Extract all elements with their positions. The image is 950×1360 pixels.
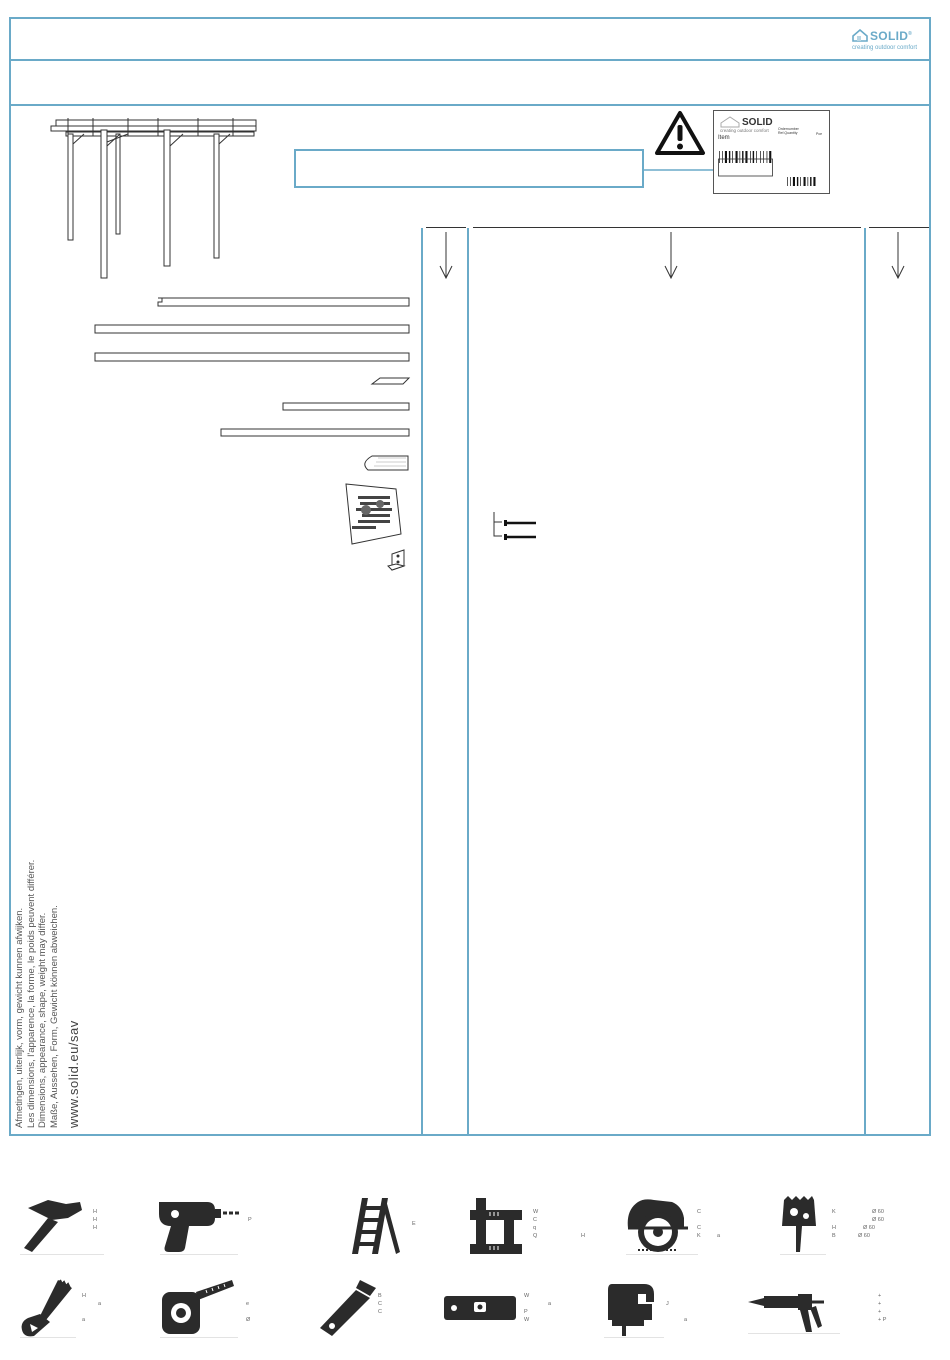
jigsaw-icon	[604, 1280, 658, 1338]
barcode-bar	[763, 151, 764, 163]
square-icon	[468, 1196, 524, 1256]
website-link[interactable]: www.solid.eu/sav	[66, 1020, 81, 1128]
drill-icon	[155, 1196, 241, 1256]
tool-underline	[160, 1254, 238, 1255]
barcode-bar	[750, 151, 751, 163]
ladder-icon	[348, 1196, 404, 1256]
barcode-bar	[767, 151, 768, 163]
barcode-bar	[736, 151, 738, 163]
barcode-icon	[718, 151, 778, 177]
circular-saw-icon	[624, 1196, 692, 1256]
disclaimer-line-fr: Les dimensions, l'apparence, la forme, le poids peuvent différer.	[25, 859, 37, 1128]
barcode-bar	[753, 151, 754, 163]
barcode-bar	[813, 177, 815, 186]
product-label-card	[713, 110, 830, 194]
tool-sizes-hole-saw: Ø 60 Ø 60 Ø 60 Ø 60	[858, 1209, 884, 1239]
label-order-line: Ordernumber	[778, 127, 799, 131]
part-beam-long	[95, 325, 409, 333]
column-divider-1	[421, 228, 423, 1136]
tool-text-spirit-level-extra: a	[548, 1301, 552, 1307]
barcode-bar	[725, 151, 727, 163]
column-header-line-1	[426, 227, 466, 228]
tool-text-cutter: B C C	[378, 1293, 382, 1315]
label-brand: SOLID	[742, 117, 773, 128]
tool-underline	[780, 1254, 826, 1255]
parts-list	[90, 294, 415, 584]
handsaw-icon	[18, 1278, 76, 1338]
tool-underline	[626, 1254, 698, 1255]
tool-text-handsaw-extra: a	[98, 1301, 102, 1307]
label-house-icon	[720, 116, 740, 128]
brand-logo	[852, 28, 928, 54]
disclaimer-line-en: Dimensions, appearance, shape, weight may differ.	[37, 912, 48, 1128]
disclaimer-line-de: Maße, Aussehen, Form, Gewicht können abweichen.	[48, 905, 60, 1128]
barcode-bar	[729, 151, 730, 163]
column-divider-2	[467, 228, 469, 1136]
disclaimer-line-nl: Afmetingen, uiterlijk, vorm, gewicht kunnen afwijken.	[14, 907, 25, 1128]
hole-saw-icon	[776, 1196, 820, 1256]
tool-underline	[160, 1337, 238, 1338]
barcode-bar	[722, 151, 723, 163]
brand-name: SOLID®	[870, 29, 913, 43]
barcode-bar	[793, 177, 795, 186]
tool-text-square: W C q Q	[533, 1209, 539, 1239]
tool-text-hammer: H H H	[93, 1209, 97, 1231]
spirit-level-icon	[442, 1290, 518, 1326]
barcode-bar	[719, 151, 720, 163]
part-rafter-short	[283, 403, 409, 410]
cutter-knife-icon	[318, 1278, 380, 1338]
label-item: Item	[718, 135, 730, 141]
barcode-bar	[808, 177, 809, 186]
barcode-bar	[797, 177, 798, 186]
label-pce: Pce	[816, 132, 823, 136]
part-brace	[372, 378, 409, 384]
title-divider	[9, 104, 931, 106]
tool-text-hole-saw: K H B	[832, 1209, 836, 1239]
barcode-bar	[787, 177, 788, 186]
arrow-down-icon	[661, 230, 681, 282]
tool-text-spirit-level: W P W	[524, 1293, 530, 1323]
barcode-bar	[804, 177, 806, 186]
tool-text-jigsaw: J a	[666, 1301, 688, 1323]
barcode-bar	[756, 151, 757, 163]
tool-underline	[604, 1337, 664, 1338]
barcode-bar	[800, 177, 801, 186]
tool-text-drill: P	[248, 1217, 252, 1223]
tool-text-circular-saw-extra: a	[717, 1233, 721, 1239]
tool-underline	[20, 1337, 76, 1338]
house-icon	[852, 29, 868, 42]
pergola-illustration	[48, 112, 264, 280]
tool-text-ladder: E	[412, 1221, 416, 1227]
brand-tagline: creating outdoor comfort	[852, 45, 918, 51]
tape-measure-icon	[158, 1278, 238, 1338]
part-beam-notched	[158, 298, 409, 306]
label-order-lines	[778, 127, 818, 135]
label-tagline: creating outdoor comfort	[720, 128, 769, 133]
hardware-bag-icon	[346, 484, 401, 544]
part-beam-long-2	[95, 353, 409, 361]
label-order-line: Ref.Quantity	[778, 131, 798, 135]
disclaimer-block	[14, 788, 80, 1128]
barcode-bar	[732, 151, 733, 163]
barcode-bar	[742, 151, 743, 163]
warning-icon	[651, 109, 709, 157]
header-divider	[9, 59, 931, 61]
part-rafter-medium	[221, 429, 409, 436]
arrow-down-icon	[888, 230, 908, 282]
column-divider-3	[864, 228, 866, 1136]
arrow-down-icon	[436, 230, 456, 282]
callout-box	[294, 149, 644, 188]
tool-text-tape-measure: e Ø	[246, 1301, 251, 1323]
barcode-bar	[740, 151, 741, 163]
barcode-bar	[790, 177, 791, 186]
barcode-small-icon	[786, 177, 816, 187]
screws-icon	[488, 510, 543, 546]
column-header-line-2	[473, 227, 861, 228]
tool-text-circular-saw: C C K	[697, 1209, 701, 1239]
hammer-icon	[18, 1196, 86, 1256]
tool-text-caulking-gun: + + + + P	[878, 1293, 887, 1323]
tool-underline	[748, 1333, 840, 1334]
caulking-gun-icon	[746, 1284, 826, 1334]
barcode-bar	[745, 151, 747, 163]
tool-underline	[20, 1254, 104, 1255]
column-header-line-3	[869, 227, 929, 228]
tool-text-square-extra: H	[581, 1233, 585, 1239]
barcode-bar	[810, 177, 811, 186]
barcode-bar	[769, 151, 771, 163]
tool-text-handsaw: H a	[82, 1293, 86, 1323]
angle-bracket-icon	[388, 550, 404, 570]
barcode-bar	[760, 151, 761, 163]
